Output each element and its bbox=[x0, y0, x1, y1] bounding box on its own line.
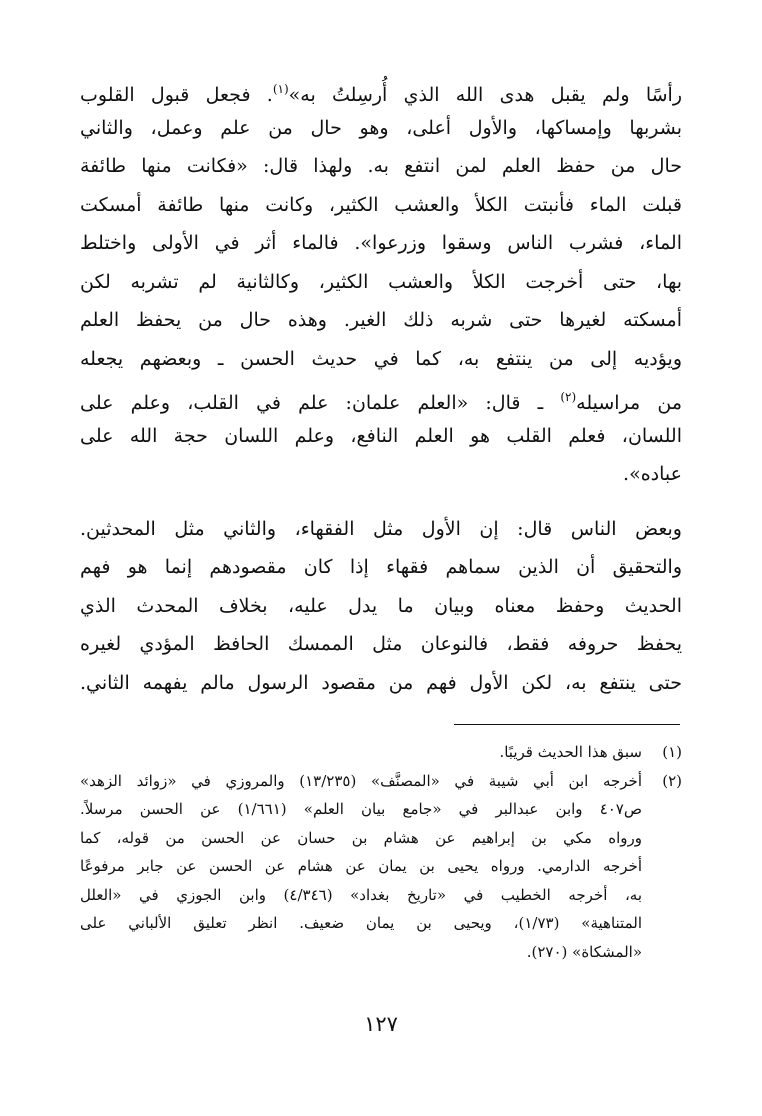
text-line: عباده». bbox=[623, 463, 682, 485]
footnote-ref-1[interactable]: (١) bbox=[272, 82, 289, 96]
text-line: الحديث وحفظ معناه وبيان ما يدل عليه، بخلاف المحدث الذي bbox=[80, 594, 682, 617]
text-line: من مراسيله$^{(٢)}$ ـ قال: «العلم علمان: علم في القلب، وعلم على bbox=[80, 390, 682, 414]
footnote-divider bbox=[454, 724, 680, 725]
text-line: حتى ينتفع به، لكن الأول فهم من مقصود الرسول مالم يفهمه الثاني. bbox=[80, 671, 682, 694]
main-text bbox=[80, 70, 682, 702]
footnote-2: (٢)أخرجه ابن أبي شيبة في «المصنَّف» (١٣/٢٣٥) والمروزي في «زوائد الزهد» bbox=[80, 767, 682, 796]
text-line: رأسًا ولم يقبل هدى الله الذي أُرسِلتُ به»$^{(١)}$. فجعل قبول القلوب bbox=[80, 82, 682, 106]
footnote-number: (٢) bbox=[662, 771, 682, 790]
text-line: قبلت الماء فأنبتت الكلأ والعشب الكثير، وكانت منها طائفة أمسكت bbox=[80, 193, 682, 216]
paragraph-2 bbox=[80, 510, 682, 703]
text-line: أمسكته لغيرها حتى شربه ذلك الغير. وهذه حال من يحفظ العلم bbox=[80, 309, 682, 331]
text-line: حال من حفظ العلم لمن انتفع به. ولهذا قال: «فكانت منها طائفة bbox=[80, 155, 682, 177]
text-line: يحفظ حروفه فقط، فالنوعان مثل الممسك الحافظ المؤدي لغيره bbox=[80, 633, 682, 655]
footnote-1: (١)سبق هذا الحديث قريبًا. bbox=[80, 738, 682, 767]
text-line: والتحقيق أن الذين سماهم فقهاء إذا كان مقصودهم إنما هو فهم bbox=[80, 556, 682, 578]
footnote-ref-2[interactable]: (٢) bbox=[560, 390, 577, 404]
text-line: اللسان، فعلم القلب هو العلم النافع، وعلم اللسان حجة الله على bbox=[80, 424, 682, 447]
footnote-number: (١) bbox=[662, 743, 682, 761]
text-line: الماء، فشرب الناس وسقوا وزرعوا». فالماء أثر في الأولى واختلط bbox=[80, 232, 682, 254]
footnote-line: به، أخرجه الخطيب في «تاريخ بغداد» (٤/٣٤٦) وابن الجوزي في «العلل bbox=[80, 885, 643, 904]
footnote-line: المتناهية» (١/٧٣)، ويحيى بن يمان ضعيف. انظر تعليق الألباني على bbox=[80, 914, 642, 932]
footnotes bbox=[80, 738, 682, 966]
footnote-line: ص٤٠٧ وابن عبدالبر في «جامع بيان العلم» (١/٦٦١) عن الحسن مرسلاً. bbox=[80, 800, 642, 818]
footnote-line: «المشكاة» (٢٧٠). bbox=[526, 942, 642, 961]
footnote-line: أخرجه الدارمي. ورواه يحيى بن يمان عن هشام عن الحسن عن جابر مرفوعًا bbox=[80, 857, 642, 875]
text-line: بشربها وإمساكها، والأول أعلى، وهو حال من علم وعمل، والثاني bbox=[80, 116, 682, 139]
text-line: ويؤديه إلى من ينتفع به، كما في حديث الحسن ـ وبعضهم يجعله bbox=[80, 347, 682, 370]
paragraph-1 bbox=[80, 70, 682, 494]
text-line: وبعض الناس قال: إن الأول مثل الفقهاء، والثاني مثل المحدثين. bbox=[80, 517, 682, 540]
footnote-line: ورواه مكي بن إبراهيم عن هشام بن حسان عن الحسن من قوله، كما bbox=[80, 828, 642, 847]
page-number: ١٢٧ bbox=[364, 1012, 398, 1036]
text-line: بها، حتى أخرجت الكلأ والعشب الكثير، وكالثانية لم تشربه لكن bbox=[80, 270, 682, 293]
